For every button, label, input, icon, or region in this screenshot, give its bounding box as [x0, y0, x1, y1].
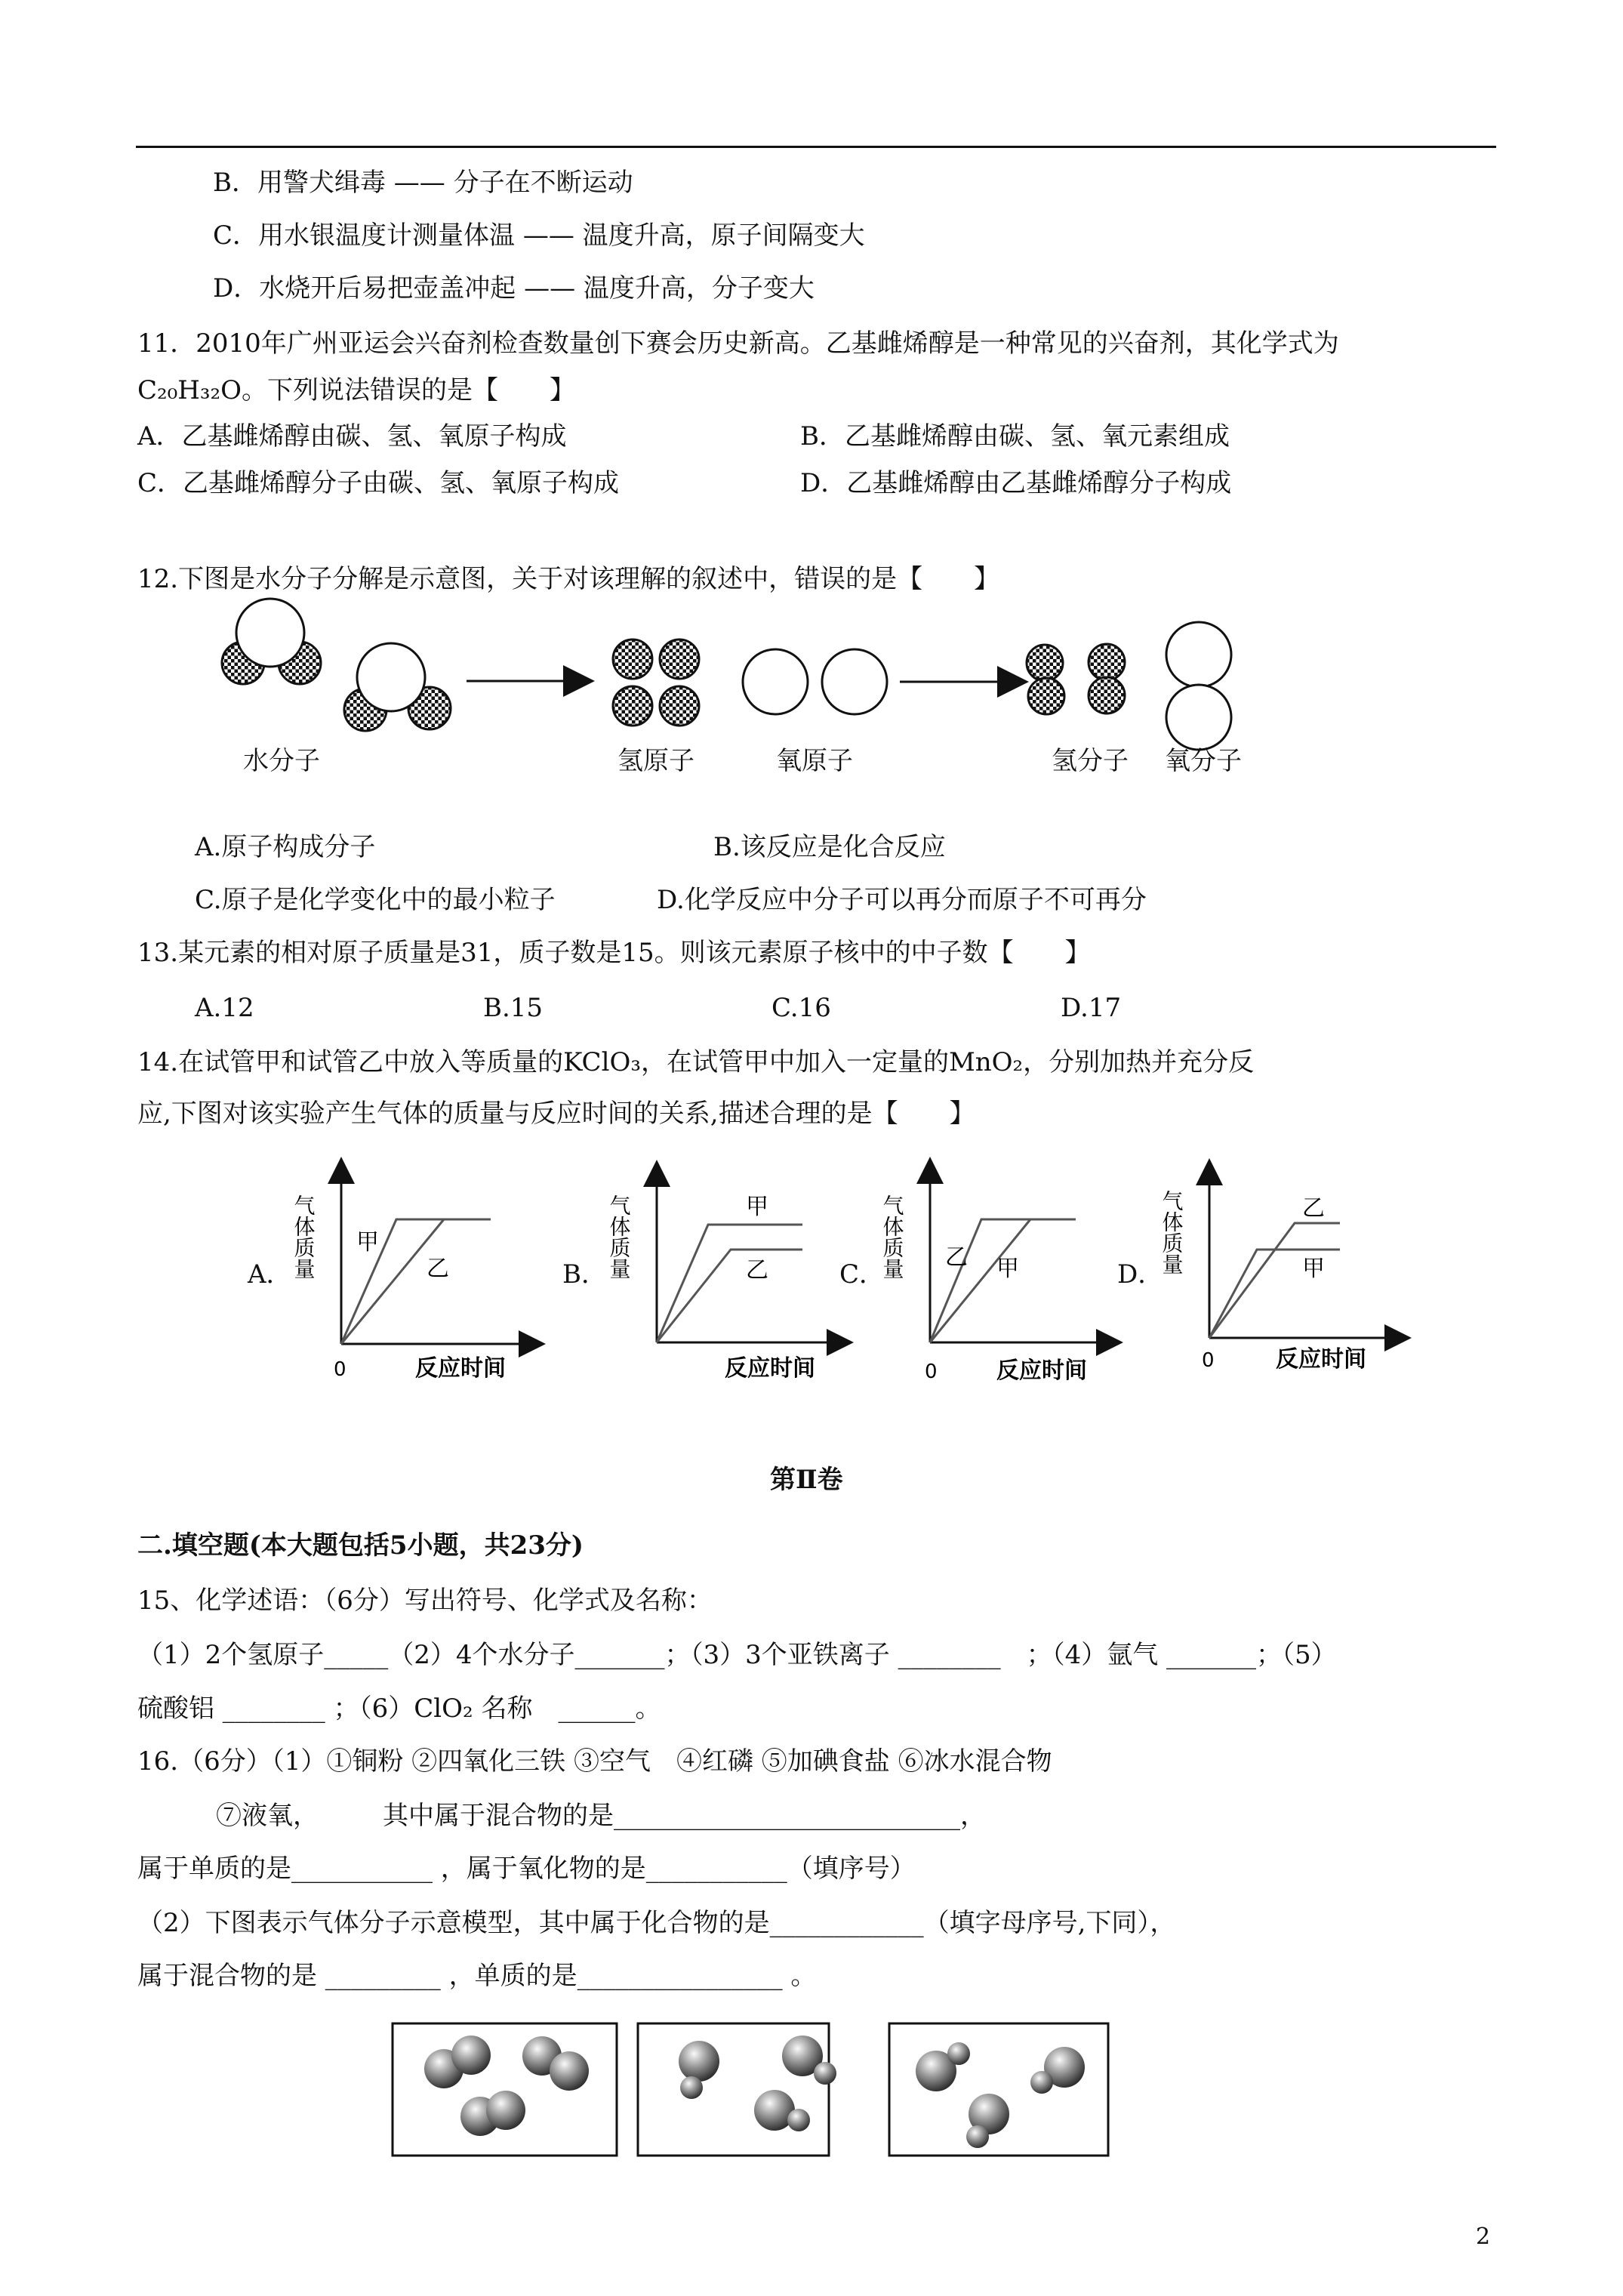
graph-c-option: C． — [839, 1259, 885, 1290]
graph-c-series-2: 甲 — [996, 1256, 1019, 1282]
q11-stem: 11．2010年广州亚运会兴奋剂检查数量创下赛会历史新高。乙基雌烯醇是一种常见的兴奋剂，其化学式为 — [137, 328, 1339, 359]
q16-line-3: 属于单质的是___________ ，属于氧化物的是___________（填序号） — [137, 1854, 916, 1884]
graph-a-series-1: 甲 — [356, 1229, 379, 1256]
graph-a-xlabel: 反应时间 — [415, 1355, 506, 1382]
q16-stem: 16.（6分）（1）①铜粉 ②四氧化三铁 ③空气 ④红磷 ⑤加碘食盐 ⑥冰水混合物 — [137, 1746, 1052, 1777]
model-box-1 — [393, 2023, 617, 2156]
graph-a-ylabel: 气体质量 — [291, 1194, 316, 1279]
graph-a-origin: 0 — [334, 1358, 346, 1381]
graph-d-ylabel: 气体质量 — [1159, 1190, 1184, 1274]
graph-b-ylabel: 气体质量 — [606, 1194, 632, 1279]
q12-option-a: A.原子构成分子 — [195, 832, 376, 862]
q11-option-b: B．乙基雌烯醇由碳、氢、氧元素组成 — [800, 421, 1230, 451]
label-water-molecule: 水分子 — [243, 746, 320, 776]
q16-line-2: ⑦液氧， 其中属于混合物的是___________________________， — [216, 1801, 986, 1831]
section-2-title: 二.填空题(本大题包括5小题，共23分) — [137, 1530, 584, 1561]
q14-stem-2: 应,下图对该实验产生气体的质量与反应时间的关系,描述合理的是【 】 — [137, 1099, 975, 1129]
q16-part-2-line-2: 属于混合物的是 _________ ，单质的是________________ 。 — [137, 1961, 817, 1991]
graph-d-series-2: 甲 — [1302, 1256, 1325, 1282]
graph-c-series-1: 乙 — [945, 1244, 968, 1271]
q14-stem: 14.在试管甲和试管乙中放入等质量的KClO₃，在试管甲中加入一定量的MnO₂，分别加热并充分反 — [137, 1047, 1255, 1077]
model-box-3 — [889, 2023, 1108, 2156]
graph-b-option: B． — [562, 1259, 607, 1290]
label-oxygen-molecule: 氧分子 — [1165, 746, 1242, 776]
q13-option-a: A.12 — [195, 993, 254, 1023]
page-number: 2 — [1476, 2224, 1491, 2250]
model-box-2 — [638, 2023, 836, 2156]
q15-line-2: 硫酸铝 ________ ；（6）ClO₂ 名称 ______。 — [137, 1693, 661, 1724]
q13-stem: 13.某元素的相对原子质量是31，质子数是15。则该元素原子核中的中子数【 】 — [137, 938, 1091, 968]
q10-option-c: C．用水银温度计测量体温 —— 温度升高，原子间隔变大 — [213, 220, 865, 251]
q11-option-a: A．乙基雌烯醇由碳、氢、氧原子构成 — [137, 421, 567, 451]
label-hydrogen-atom: 氢原子 — [617, 746, 694, 776]
q16-part-2: （2）下图表示气体分子示意模型，其中属于化合物的是____________（填字母序号,下同）， — [137, 1908, 1176, 1938]
graph-d-series-1: 乙 — [1302, 1195, 1325, 1222]
q10-option-b: B．用警犬缉毒 —— 分子在不断运动 — [213, 168, 633, 198]
q13-option-b: B.15 — [483, 993, 544, 1023]
part-2-title: 第Ⅱ卷 — [770, 1465, 843, 1495]
graph-d-option: D． — [1117, 1259, 1164, 1290]
q13-option-d: D.17 — [1061, 993, 1122, 1023]
q12-stem: 12.下图是水分子分解是示意图，关于对该理解的叙述中，错误的是【 】 — [137, 564, 1000, 594]
graph-c-origin: 0 — [925, 1361, 938, 1383]
graph-c-xlabel: 反应时间 — [996, 1358, 1087, 1384]
label-oxygen-atom: 氧原子 — [776, 746, 853, 776]
q11-stem-2: C₂₀H₃₂O。下列说法错误的是【 】 — [137, 375, 576, 405]
q15-stem: 15、化学述语：（6分）写出符号、化学式及名称： — [137, 1586, 713, 1616]
graph-a-option: A． — [248, 1259, 292, 1290]
graph-c-ylabel: 气体质量 — [879, 1194, 905, 1279]
graph-a-series-2: 乙 — [427, 1256, 449, 1282]
q10-option-d: D．水烧开后易把壶盖冲起 —— 温度升高，分子变大 — [213, 273, 815, 304]
q11-option-c: C．乙基雌烯醇分子由碳、氢、氧原子构成 — [137, 468, 620, 498]
graph-b-series-2: 乙 — [746, 1257, 768, 1284]
graph-d-xlabel: 反应时间 — [1276, 1346, 1366, 1373]
q11-option-d: D．乙基雌烯醇由乙基雌烯醇分子构成 — [800, 468, 1232, 498]
q15-line-1: （1）2个氢原子_____（2）4个水分子_______；（3）3个亚铁离子 ________ ；（4）氩气 _______；（5） — [137, 1640, 1337, 1670]
graph-b-series-1: 甲 — [746, 1194, 768, 1220]
q13-option-c: C.16 — [771, 993, 831, 1023]
graph-b-xlabel: 反应时间 — [725, 1355, 815, 1382]
q12-option-c: C.原子是化学变化中的最小粒子 — [195, 885, 556, 915]
label-hydrogen-molecule: 氢分子 — [1052, 746, 1129, 776]
q12-option-d: D.化学反应中分子可以再分而原子不可再分 — [657, 885, 1147, 915]
graph-d-origin: 0 — [1202, 1349, 1215, 1372]
q12-option-b: B.该反应是化合反应 — [713, 832, 946, 862]
